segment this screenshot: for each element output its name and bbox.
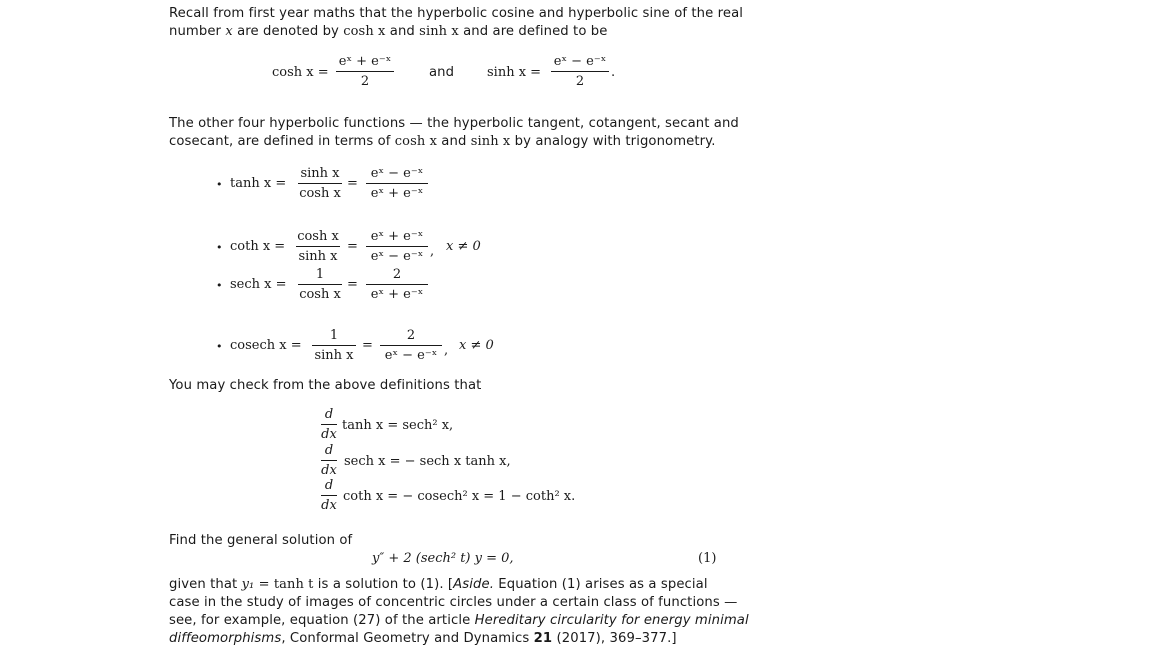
intro-text: and are defined to be (458, 24, 608, 39)
aside-label: Aside. (453, 577, 494, 592)
fraction-denominator: dx (321, 463, 337, 478)
equation-tag: (1) (698, 551, 717, 566)
para-text: (2017), 369–377.] (552, 631, 677, 646)
cosech-condition: x ≠ 0 (459, 338, 494, 353)
fraction-bar (380, 345, 442, 346)
cosh-fraction (336, 54, 394, 89)
journal-volume: 21 (533, 631, 553, 646)
fraction-denominator: sinh x (298, 249, 338, 264)
fraction-numerator: 1 (329, 328, 339, 343)
article-title: diffeomorphisms (169, 631, 282, 646)
intro-line-2 (169, 24, 607, 39)
para-text: by analogy with trigonometry. (510, 134, 716, 149)
derivative-operator (321, 478, 337, 513)
derivative-operator (321, 443, 337, 478)
fraction-bar (366, 183, 428, 184)
fraction-numerator: eˣ + e⁻ˣ (370, 229, 424, 244)
bullet: • (216, 241, 223, 254)
fraction-denominator: 2 (575, 74, 585, 89)
math-cosh: cosh x (343, 24, 386, 39)
fraction-denominator: dx (321, 498, 337, 513)
and-word: and (429, 65, 455, 80)
period: . (611, 65, 616, 80)
para-text: see, for example, equation (27) of the article (169, 613, 475, 628)
cosech-fraction-1 (312, 328, 356, 363)
fraction-bar (336, 71, 394, 72)
equals-sign: = (347, 176, 358, 191)
coth-lhs: coth x = (230, 239, 286, 254)
equals-sign: = (362, 338, 373, 353)
cosech-fraction-2 (380, 328, 442, 363)
equals-sign: = (347, 277, 358, 292)
intro-text: number (169, 24, 226, 39)
derivative-tanh: tanh x = sech² x, (342, 418, 454, 433)
derivative-sech: sech x = − sech x tanh x, (344, 454, 511, 469)
sech-fraction-1 (298, 267, 342, 302)
fraction-bar (366, 246, 428, 247)
para-text: and (437, 134, 471, 149)
para2-line-2 (169, 134, 716, 149)
fraction-numerator: 2 (392, 267, 402, 282)
fraction-bar (298, 183, 342, 184)
sech-lhs: sech x = (230, 277, 287, 292)
intro-line-1: Recall from first year maths that the hyperbolic cosine and hyperbolic sine of the real (169, 6, 744, 21)
closing-line-1 (169, 577, 708, 592)
tanh-fraction-2 (366, 166, 428, 201)
fraction-numerator: 1 (315, 267, 325, 282)
math-sinh: sinh x (470, 134, 511, 149)
fraction-numerator: cosh x (297, 229, 339, 244)
fraction-numerator: 2 (406, 328, 416, 343)
coth-condition: x ≠ 0 (446, 239, 481, 254)
fraction-denominator: sinh x (314, 348, 354, 363)
fraction-denominator: cosh x (299, 287, 341, 302)
article-title: Hereditary circularity for energy minimal (474, 613, 749, 628)
fraction-denominator: eˣ + e⁻ˣ (370, 186, 424, 201)
tanh-lhs: tanh x = (230, 176, 287, 191)
math-tanh-t: tanh t (273, 577, 314, 592)
cosh-definition-lhs: cosh x = (272, 65, 329, 80)
fraction-bar (296, 246, 340, 247)
bullet: • (216, 178, 223, 191)
fraction-numerator: eˣ − e⁻ˣ (370, 166, 424, 181)
coth-fraction-2 (366, 229, 428, 264)
derivative-coth: coth x = − cosech² x = 1 − coth² x. (343, 489, 576, 504)
fraction-bar (298, 284, 342, 285)
math-y1: y₁ (241, 577, 255, 592)
comma: , (430, 244, 435, 259)
fraction-numerator: eˣ + e⁻ˣ (338, 54, 392, 69)
fraction-bar (321, 460, 337, 461)
equals-sign: = (347, 239, 358, 254)
math-sinh: sinh x (419, 24, 459, 39)
cosech-lhs: cosech x = (230, 338, 302, 353)
fraction-bar (321, 495, 337, 496)
fraction-bar (366, 284, 428, 285)
fraction-denominator: cosh x (299, 186, 341, 201)
fraction-bar (312, 345, 356, 346)
para-text: , Conformal Geometry and Dynamics (281, 631, 534, 646)
fraction-bar (321, 424, 337, 425)
coth-fraction-1 (296, 229, 340, 264)
math-equals: = (254, 577, 274, 592)
derivative-operator (321, 407, 337, 442)
sinh-definition-lhs: sinh x = (487, 65, 542, 80)
math-x: x (225, 24, 233, 39)
bullet: • (216, 340, 223, 353)
fraction-bar (551, 71, 609, 72)
check-sentence: You may check from the above definitions that (169, 378, 482, 393)
intro-text: and (385, 24, 420, 39)
tanh-fraction-1 (298, 166, 342, 201)
fraction-numerator: sinh x (300, 166, 340, 181)
ode-equation: y″ + 2 (sech² t) y = 0, (372, 551, 514, 566)
fraction-denominator: eˣ + e⁻ˣ (370, 287, 424, 302)
bullet: • (216, 279, 223, 292)
para2-line-1: The other four hyperbolic functions — the hyperbolic tangent, cotangent, secant and (169, 116, 739, 131)
fraction-denominator: dx (321, 427, 337, 442)
para-text: given that (169, 577, 242, 592)
sinh-fraction (551, 54, 609, 89)
para-text: Equation (1) arises as a special (494, 577, 708, 592)
fraction-numerator: d (324, 478, 334, 493)
closing-line-4 (169, 631, 677, 646)
fraction-denominator: eˣ − e⁻ˣ (370, 249, 424, 264)
fraction-numerator: d (324, 443, 334, 458)
para-text: cosecant, are defined in terms of (169, 134, 395, 149)
fraction-denominator: eˣ − e⁻ˣ (384, 348, 438, 363)
closing-line-3 (169, 613, 749, 628)
sech-fraction-2 (366, 267, 428, 302)
fraction-numerator: d (324, 407, 334, 422)
fraction-denominator: 2 (360, 74, 370, 89)
intro-text: are denoted by (232, 24, 344, 39)
para-text: is a solution to (1). [ (313, 577, 454, 592)
comma: , (444, 343, 449, 358)
fraction-numerator: eˣ − e⁻ˣ (553, 54, 607, 69)
math-cosh: cosh x (394, 134, 438, 149)
find-sentence: Find the general solution of (169, 533, 353, 548)
closing-line-2: case in the study of images of concentric circles under a certain class of functions — (169, 595, 738, 610)
